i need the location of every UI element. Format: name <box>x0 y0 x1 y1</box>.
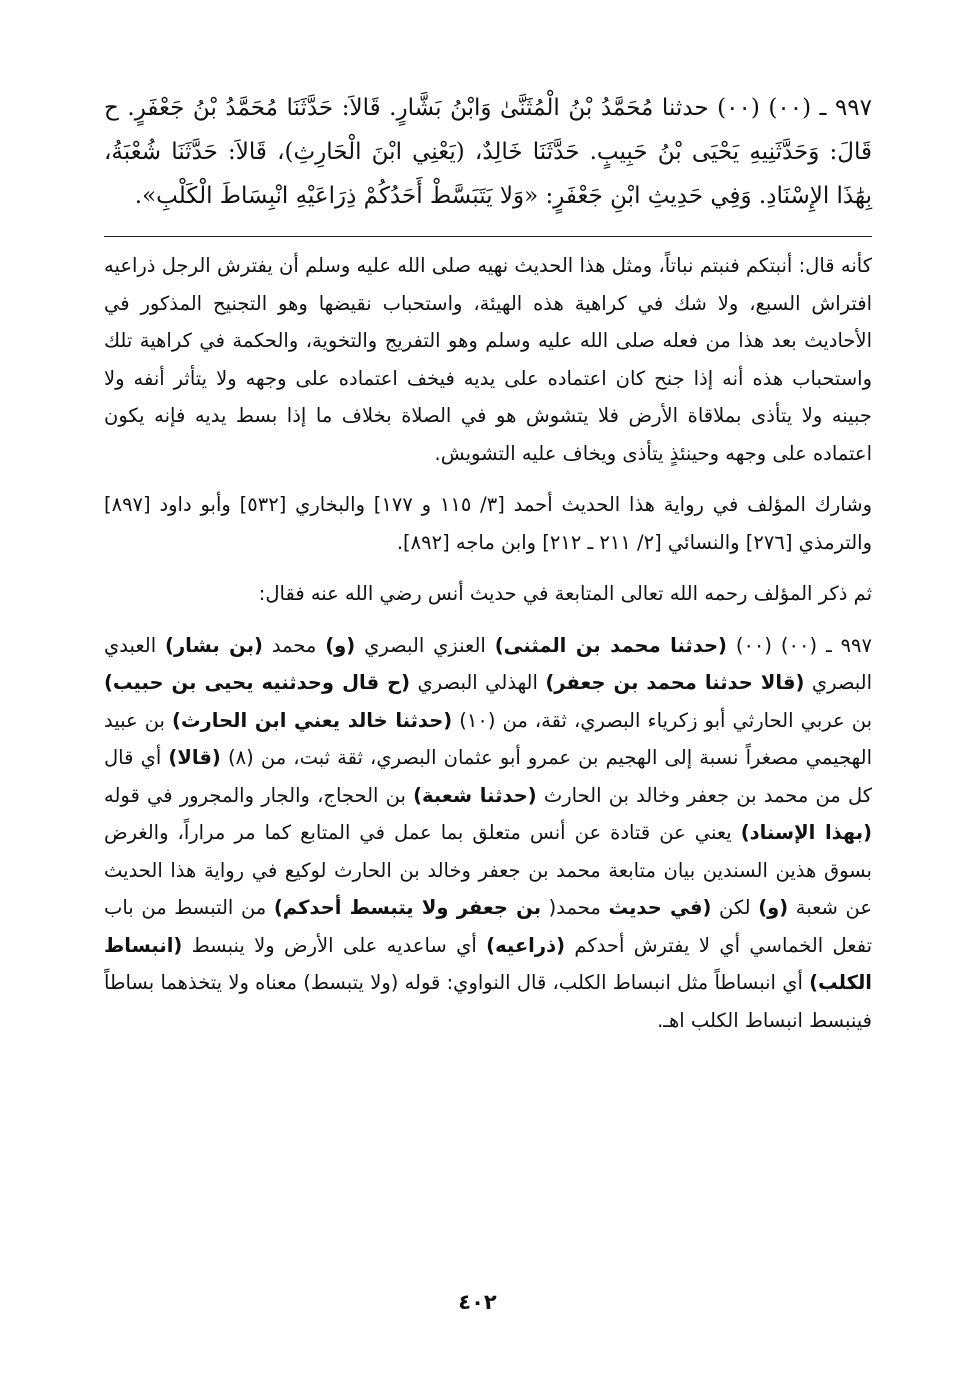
explanation-text: يعني عن قتادة عن أنس متعلق بما عمل في المتابع كما مر مراراً، والغرض بسوق هذين السندين بيان متابعة محمد بن جعفر وخالد بن الحارث لوكيع في رواية هذا الحديث عن شعبة <box>104 821 873 919</box>
narrator-phrase: (بهذا الإسناد) <box>740 821 872 844</box>
explanation-text: أي انبساطاً مثل انبساط الكلب، قال النواوي: قوله (ولا يتبسط) معناه ولا يتخذهما بساطاً فينبسط انبساط الكلب اهـ. <box>104 971 872 1032</box>
commentary <box>104 247 872 1039</box>
page-body <box>104 86 872 1346</box>
narrator-phrase: (ح قال وحدثنيه يحيى بن حبيب) <box>104 671 411 694</box>
explanation-text: محمد <box>262 633 326 657</box>
footnote-separator <box>104 236 872 237</box>
narrator-phrase: (في حديث <box>608 896 712 919</box>
explanation-text: العبدي البصري <box>104 633 873 694</box>
explanation-text: من التبسط من باب تفعل الخماسي أي لا يفترش أحدكم <box>104 896 872 957</box>
commentary-paragraph-4 <box>104 627 872 1040</box>
commentary-paragraph-2: وشارك المؤلف في رواية هذا الحديث أحمد [٣/ ١١٥ و ١٧٧] والبخاري [٥٣٢] وأبو داود [٨٩٧] والترمذي [٢٧٦] والنسائي [٢/ ٢١١ ـ ٢١٢] وابن ماجه [٨٩٢]. <box>104 493 872 554</box>
page-number: ٤٠٢ <box>458 1290 497 1314</box>
narrator-phrase: (و) <box>758 896 789 919</box>
explanation-text: لكن <box>711 896 759 919</box>
explanation-text: أي ساعديه على الأرض ولا ينبسط <box>182 933 487 957</box>
commentary-paragraph-1: كأنه قال: أنبتكم فنبتم نباتاً، ومثل هذا الحديث نهيه صلى الله عليه وسلم أن يفترش الرجل ذراعيه افتراش السبع، ولا شك في كراهية هذه الهيئة، واستحباب نقيضها وهو التجنيح المذكور في الأحاديث بعد هذا من فعله صلى الله عليه وسلم وهو التفريج والتخوية، والحكمة في كراهية تلك واستحباب هذه أنه إذا جنح كان اعتماده على يديه فيخف اعتماده على وجهه ولا يتأثر أنفه ولا جبينه ولا يتأذى بملاقاة الأرض فلا يتشوش هو في الصلاة بخلاف ما إذا بسط يديه فإنه يكون اعتماده على وجهه وحينئذٍ يتأذى ويخاف عليه التشويش. <box>104 254 872 465</box>
narrator-phrase: (قالا) <box>168 746 221 769</box>
narrator-phrase: (انبساط الكلب) <box>104 933 872 994</box>
explanation-text: بن عربي الحارثي أبو زكرياء البصري، ثقة، من (١٠) <box>452 708 873 732</box>
explanation-text: أي قال كل من محمد بن جعفر وخالد بن الحارث <box>104 746 872 807</box>
explanation-text: العنزي البصري <box>355 633 495 657</box>
narrator-phrase: (بن بشار) <box>165 633 263 657</box>
narrator-phrase: (و) <box>325 633 356 657</box>
explanation-text: بن عبيد الهجيمي مصغراً نسبة إلى الهجيم بن عمرو أبو عثمان البصري، ثقة ثبت، من (٨) <box>104 708 873 769</box>
explanation-text: الهذلي البصري <box>410 671 546 694</box>
hadith-text: ٩٩٧ ـ (٠٠) (٠٠) حدثنا مُحَمَّدُ بْنُ الْمُثَنَّىٰ وَابْنُ بَشَّارٍ. قَالاَ: حَدَّثَنَا مُحَمَّدُ بْنُ جَعْفَرٍ. ح قَالَ: وَحَدَّثَنِيهِ يَحْيَى بْنُ حَبِيبٍ. حَدَّثَنَا خَالِدٌ، (يَعْنِي ابْنَ الْحَارِثِ)، قَالاَ: حَدَّثَنَا شُعْبَةُ، بِهَٰذَا الإِسْنَادِ. وَفِي حَدِيثِ ابْنِ جَعْفَرٍ: «وَلا يَتَبَسَّطْ أَحَدُكُمْ ذِرَاعَيْهِ انْبِسَاطَ الْكَلْبِ». <box>104 95 872 209</box>
narrator-phrase: (حدثنا خالد يعني ابن الحارث) <box>172 708 453 732</box>
commentary-paragraph-3: ثم ذكر المؤلف رحمه الله تعالى المتابعة في حديث أنس رضي الله عنه فقال: <box>258 582 872 605</box>
narrator-phrase: (ذراعيه) <box>486 933 566 957</box>
narrator-phrase: (قالا حدثنا محمد بن جعفر) <box>545 671 805 694</box>
narrator-phrase: بن جعفر ولا يتبسط أحدكم) <box>273 896 542 919</box>
narrator-phrase: (حدثنا شعبة) <box>413 783 537 807</box>
hadith-number: ٩٩٧ ـ (٠٠) (٠٠) <box>726 633 872 657</box>
explanation-text: محمد( <box>541 896 609 919</box>
explanation-text: بن الحجاج، والجار والمجرور في قوله <box>104 783 414 807</box>
narrator-phrase: (حدثنا محمد بن المثنى) <box>494 633 727 657</box>
